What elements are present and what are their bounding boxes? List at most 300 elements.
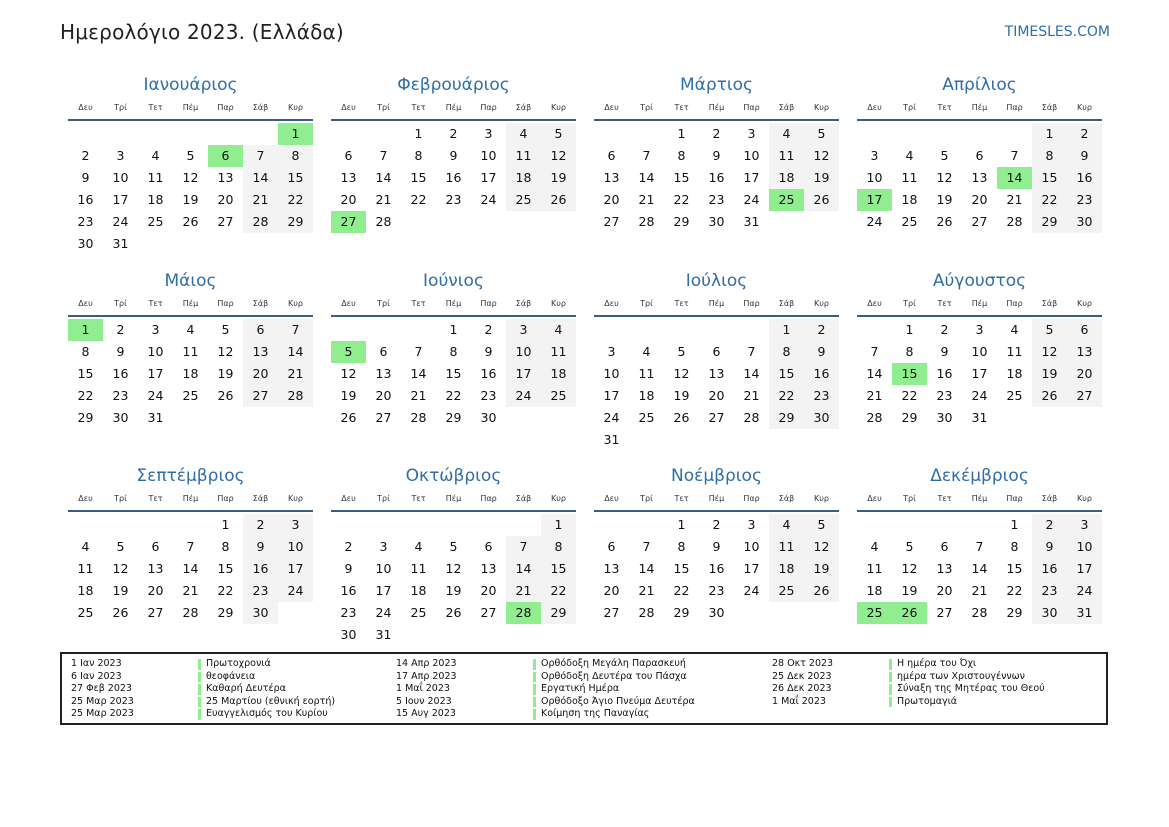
day-cell: 16 (445, 170, 462, 185)
day-cell: 29 (77, 410, 94, 425)
holiday-date: 28 Οκτ 2023 (772, 658, 834, 669)
day-cell: 27 (603, 214, 620, 229)
holiday-marker (533, 672, 536, 683)
day-cell: 10 (480, 148, 497, 163)
day-cell: 21 (243, 189, 278, 211)
holiday-legend (60, 652, 1108, 725)
holiday-date: 15 Αυγ 2023 (396, 708, 456, 720)
day-cell: 28 (243, 211, 278, 233)
days-grid (857, 123, 1102, 233)
day-cell: 13 (708, 366, 725, 381)
weekday-label: Σάβ (1041, 103, 1058, 112)
day-cell: 19 (901, 583, 918, 598)
empty-cell (629, 123, 664, 145)
day-cell: 1 (541, 514, 576, 536)
weekday-label: Πέμ (445, 103, 462, 112)
month-name: Μάρτιος (679, 75, 754, 95)
day-cell: 15 (673, 170, 690, 185)
weekday-label: Παρ (743, 299, 760, 308)
day-cell: 14 (866, 366, 883, 381)
day-cell: 30 (804, 407, 839, 429)
day-cell: 8 (677, 148, 686, 163)
empty-cell (892, 514, 927, 536)
day-cell: 4 (81, 539, 90, 554)
day-cell: 5 (677, 344, 686, 359)
days-grid (331, 319, 576, 429)
days-grid (594, 514, 839, 624)
day-cell: 27 (243, 385, 278, 407)
weekday-label: Δευ (78, 299, 93, 308)
weekday-label: Κυρ (814, 103, 829, 112)
day-cell: 19 (804, 558, 839, 580)
holiday-day-cell: 6 (208, 145, 243, 167)
day-cell: 15 (410, 170, 427, 185)
day-cell: 6 (151, 539, 160, 554)
day-cell: 6 (344, 148, 353, 163)
day-cell: 29 (445, 410, 462, 425)
day-cell: 31 (112, 236, 129, 251)
weekday-header (857, 97, 1102, 121)
day-cell: 12 (804, 145, 839, 167)
weekday-label: Δευ (867, 299, 882, 308)
day-cell: 15 (445, 366, 462, 381)
holiday-date: 1 Μαΐ 2023 (772, 695, 826, 707)
day-cell: 31 (743, 214, 760, 229)
day-cell: 11 (77, 561, 94, 576)
day-cell: 13 (375, 366, 392, 381)
day-cell: 6 (607, 539, 616, 554)
day-cell: 7 (870, 344, 879, 359)
day-cell: 10 (1067, 536, 1102, 558)
weekday-header (594, 293, 839, 317)
weekday-label: Τετ (411, 299, 426, 308)
month-name: Ιανουάριος (143, 75, 238, 95)
holiday-day-cell: 14 (997, 167, 1032, 189)
day-cell: 17 (506, 363, 541, 385)
weekday-label: Κυρ (288, 103, 303, 112)
holiday-date: 27 Φεβ 2023 (71, 683, 132, 695)
weekday-label: Πέμ (971, 299, 988, 308)
holiday-marker (198, 697, 201, 708)
day-cell: 26 (445, 605, 462, 620)
weekday-label: Τετ (937, 103, 952, 112)
day-cell: 25 (638, 410, 655, 425)
day-cell: 17 (971, 366, 988, 381)
empty-cell (68, 514, 103, 536)
weekday-label: Δευ (604, 299, 619, 308)
empty-cell (629, 319, 664, 341)
weekday-label: Δευ (78, 494, 93, 503)
day-cell: 7 (642, 148, 651, 163)
day-cell: 18 (77, 583, 94, 598)
day-cell: 23 (936, 388, 953, 403)
holiday-date: 5 Ιουν 2023 (396, 695, 452, 707)
day-cell: 9 (712, 148, 721, 163)
day-cell: 22 (901, 388, 918, 403)
empty-cell (699, 319, 734, 341)
day-cell: 1 (449, 322, 458, 337)
day-cell: 23 (1032, 580, 1067, 602)
holiday-day-cell: 1 (68, 319, 103, 341)
day-cell: 2 (449, 126, 458, 141)
day-cell: 12 (541, 145, 576, 167)
weekday-label: Παρ (217, 103, 234, 112)
month-name: Σεπτέμβριος (136, 466, 245, 486)
day-cell: 17 (278, 558, 313, 580)
day-cell: 19 (340, 388, 357, 403)
day-cell: 27 (603, 605, 620, 620)
day-cell: 22 (1006, 583, 1023, 598)
day-cell: 25 (541, 385, 576, 407)
holiday-day-cell: 28 (506, 602, 541, 624)
weekday-label: Πέμ (971, 103, 988, 112)
weekday-label: Τρί (640, 494, 653, 503)
day-cell: 23 (708, 583, 725, 598)
day-cell: 15 (278, 167, 313, 189)
day-cell: 2 (1032, 514, 1067, 536)
holiday-marker (533, 684, 536, 695)
day-cell: 31 (375, 627, 392, 642)
empty-cell (892, 123, 927, 145)
day-cell: 29 (673, 605, 690, 620)
day-cell: 24 (743, 583, 760, 598)
day-cell: 27 (1067, 385, 1102, 407)
day-cell: 27 (936, 605, 953, 620)
day-cell: 15 (673, 561, 690, 576)
day-cell: 9 (81, 170, 90, 185)
day-cell: 13 (340, 170, 357, 185)
weekday-label: Σάβ (252, 299, 269, 308)
weekday-label: Τετ (937, 494, 952, 503)
day-cell: 8 (81, 344, 90, 359)
weekday-label: Σάβ (778, 299, 795, 308)
empty-cell (103, 123, 138, 145)
day-cell: 13 (480, 561, 497, 576)
day-cell: 12 (445, 561, 462, 576)
day-cell: 27 (147, 605, 164, 620)
empty-cell (962, 514, 997, 536)
day-cell: 20 (936, 583, 953, 598)
day-cell: 22 (769, 385, 804, 407)
day-cell: 6 (243, 319, 278, 341)
holiday-marker (889, 672, 892, 683)
day-cell: 5 (449, 539, 458, 554)
day-cell: 30 (112, 410, 129, 425)
day-cell: 21 (278, 363, 313, 385)
weekday-label: Παρ (217, 299, 234, 308)
weekday-label: Δευ (341, 103, 356, 112)
day-cell: 16 (1067, 167, 1102, 189)
day-cell: 15 (541, 558, 576, 580)
day-cell: 13 (603, 170, 620, 185)
day-cell: 30 (480, 410, 497, 425)
day-cell: 11 (866, 561, 883, 576)
day-cell: 10 (743, 539, 760, 554)
day-cell: 6 (1067, 319, 1102, 341)
day-cell: 28 (375, 214, 392, 229)
day-cell: 13 (243, 341, 278, 363)
day-cell: 23 (708, 192, 725, 207)
day-cell: 10 (971, 344, 988, 359)
day-cell: 8 (1032, 145, 1067, 167)
day-cell: 22 (445, 388, 462, 403)
day-cell: 13 (936, 561, 953, 576)
month-calendar (331, 269, 576, 464)
day-cell: 12 (340, 366, 357, 381)
day-cell: 6 (940, 539, 949, 554)
day-cell: 25 (182, 388, 199, 403)
weekday-label: Κυρ (1077, 299, 1092, 308)
day-cell: 23 (340, 605, 357, 620)
weekday-label: Σάβ (778, 494, 795, 503)
weekday-label: Τετ (674, 494, 689, 503)
day-cell: 15 (77, 366, 94, 381)
holiday-name: Καθαρή Δευτέρα (206, 683, 286, 695)
day-cell: 18 (1006, 366, 1023, 381)
day-cell: 9 (712, 539, 721, 554)
day-cell: 8 (278, 145, 313, 167)
day-cell: 3 (975, 322, 984, 337)
day-cell: 1 (1010, 517, 1019, 532)
day-cell: 11 (769, 145, 804, 167)
empty-cell (506, 514, 541, 536)
day-cell: 3 (747, 517, 756, 532)
day-cell: 7 (642, 539, 651, 554)
day-cell: 30 (77, 236, 94, 251)
day-cell: 29 (1006, 605, 1023, 620)
weekday-header (68, 293, 313, 317)
weekday-label: Παρ (743, 494, 760, 503)
holiday-name: Πρωτοχρονιά (206, 658, 271, 669)
day-cell: 10 (866, 170, 883, 185)
day-cell: 29 (217, 605, 234, 620)
day-cell: 10 (147, 344, 164, 359)
day-cell: 23 (112, 388, 129, 403)
day-cell: 26 (182, 214, 199, 229)
day-cell: 20 (375, 388, 392, 403)
day-cell: 26 (340, 410, 357, 425)
day-cell: 20 (708, 388, 725, 403)
day-cell: 27 (217, 214, 234, 229)
day-cell: 18 (769, 558, 804, 580)
day-cell: 18 (410, 583, 427, 598)
day-cell: 18 (182, 366, 199, 381)
day-cell: 12 (804, 536, 839, 558)
empty-cell (629, 514, 664, 536)
day-cell: 4 (905, 148, 914, 163)
day-cell: 15 (1032, 167, 1067, 189)
page-title: Ημερολόγιο 2023. (Ελλάδα) (60, 20, 344, 44)
day-cell: 8 (677, 539, 686, 554)
day-cell: 8 (541, 536, 576, 558)
day-cell: 28 (866, 410, 883, 425)
day-cell: 29 (278, 211, 313, 233)
weekday-label: Παρ (1006, 299, 1023, 308)
day-cell: 20 (603, 583, 620, 598)
day-cell: 9 (1032, 536, 1067, 558)
day-cell: 7 (506, 536, 541, 558)
holiday-marker (533, 659, 536, 670)
day-cell: 6 (712, 344, 721, 359)
day-cell: 8 (1010, 539, 1019, 554)
day-cell: 28 (971, 605, 988, 620)
day-cell: 14 (743, 366, 760, 381)
holiday-date: 25 Μαρ 2023 (71, 708, 134, 720)
day-cell: 7 (243, 145, 278, 167)
day-cell: 20 (217, 192, 234, 207)
day-cell: 13 (1067, 341, 1102, 363)
day-cell: 20 (971, 192, 988, 207)
month-name: Απρίλιος (942, 75, 1017, 95)
days-grid (594, 123, 839, 233)
day-cell: 26 (936, 214, 953, 229)
weekday-label: Τρί (377, 494, 390, 503)
holiday-day-cell: 17 (857, 189, 892, 211)
month-name: Οκτώβριος (405, 466, 502, 486)
day-cell: 9 (940, 344, 949, 359)
empty-cell (436, 514, 471, 536)
day-cell: 24 (743, 192, 760, 207)
weekday-label: Τετ (937, 299, 952, 308)
day-cell: 19 (217, 366, 234, 381)
day-cell: 11 (638, 366, 655, 381)
day-cell: 9 (243, 536, 278, 558)
day-cell: 16 (112, 366, 129, 381)
month-calendar (857, 73, 1102, 269)
weekday-label: Τετ (411, 494, 426, 503)
weekday-header (331, 97, 576, 121)
holiday-date: 25 Δεκ 2023 (772, 670, 832, 682)
weekday-label: Τρί (377, 299, 390, 308)
holiday-date: 26 Δεκ 2023 (772, 683, 832, 695)
day-cell: 25 (77, 605, 94, 620)
empty-cell (331, 319, 366, 341)
day-cell: 28 (410, 410, 427, 425)
day-cell: 31 (147, 410, 164, 425)
day-cell: 28 (743, 410, 760, 425)
day-cell: 6 (484, 539, 493, 554)
day-cell: 7 (186, 539, 195, 554)
month-name: Φεβρουάριος (397, 75, 510, 95)
empty-cell (857, 514, 892, 536)
day-cell: 26 (673, 410, 690, 425)
day-cell: 29 (769, 407, 804, 429)
day-cell: 18 (541, 363, 576, 385)
day-cell: 1 (769, 319, 804, 341)
day-cell: 4 (186, 322, 195, 337)
holiday-date: 1 Μαΐ 2023 (396, 683, 450, 695)
empty-cell (734, 319, 769, 341)
day-cell: 8 (769, 341, 804, 363)
day-cell: 17 (112, 192, 129, 207)
brand-link[interactable]: TIMESLES.COM (1004, 24, 1110, 40)
day-cell: 22 (278, 189, 313, 211)
day-cell: 6 (975, 148, 984, 163)
day-cell: 8 (414, 148, 423, 163)
day-cell: 12 (901, 561, 918, 576)
weekday-label: Δευ (867, 103, 882, 112)
day-cell: 11 (506, 145, 541, 167)
day-cell: 18 (506, 167, 541, 189)
day-cell: 6 (379, 344, 388, 359)
day-cell: 24 (971, 388, 988, 403)
day-cell: 12 (1032, 341, 1067, 363)
day-cell: 14 (182, 561, 199, 576)
day-cell: 2 (243, 514, 278, 536)
month-calendar (68, 73, 313, 269)
day-cell: 22 (410, 192, 427, 207)
empty-cell (857, 123, 892, 145)
day-cell: 6 (607, 148, 616, 163)
month-calendar (68, 464, 313, 652)
day-cell: 16 (77, 192, 94, 207)
day-cell: 10 (743, 148, 760, 163)
day-cell: 16 (936, 366, 953, 381)
day-cell: 28 (638, 605, 655, 620)
weekday-label: Κυρ (814, 494, 829, 503)
weekday-label: Κυρ (1077, 494, 1092, 503)
day-cell: 14 (375, 170, 392, 185)
weekday-label: Τρί (903, 299, 916, 308)
weekday-label: Τετ (148, 299, 163, 308)
day-cell: 21 (182, 583, 199, 598)
holiday-date: 14 Απρ 2023 (396, 658, 457, 669)
day-cell: 12 (112, 561, 129, 576)
day-cell: 15 (769, 363, 804, 385)
day-cell: 9 (449, 148, 458, 163)
day-cell: 3 (151, 322, 160, 337)
day-cell: 4 (769, 514, 804, 536)
empty-cell (927, 514, 962, 536)
day-cell: 29 (541, 602, 576, 624)
day-cell: 25 (506, 189, 541, 211)
day-cell: 30 (243, 602, 278, 624)
day-cell: 15 (217, 561, 234, 576)
day-cell: 3 (484, 126, 493, 141)
day-cell: 1 (221, 517, 230, 532)
empty-cell (471, 514, 506, 536)
weekday-label: Πέμ (445, 299, 462, 308)
weekday-label: Τρί (640, 103, 653, 112)
day-cell: 17 (1067, 558, 1102, 580)
weekday-label: Δευ (604, 494, 619, 503)
day-cell: 2 (940, 322, 949, 337)
weekday-label: Κυρ (288, 494, 303, 503)
weekday-label: Παρ (480, 299, 497, 308)
day-cell: 29 (1032, 211, 1067, 233)
holiday-marker (533, 709, 536, 720)
day-cell: 29 (673, 214, 690, 229)
day-cell: 4 (541, 319, 576, 341)
weekday-header (857, 488, 1102, 512)
empty-cell (857, 319, 892, 341)
day-cell: 21 (971, 583, 988, 598)
day-cell: 24 (480, 192, 497, 207)
day-cell: 14 (506, 558, 541, 580)
day-cell: 16 (243, 558, 278, 580)
holiday-name: Σύναξη της Μητέρας του Θεού (897, 683, 1045, 695)
empty-cell (68, 123, 103, 145)
weekday-header (68, 488, 313, 512)
month-name: Νοέμβριος (671, 466, 762, 486)
weekday-header (594, 488, 839, 512)
weekday-label: Κυρ (814, 299, 829, 308)
day-cell: 27 (971, 214, 988, 229)
weekday-label: Σάβ (515, 299, 532, 308)
day-cell: 11 (769, 536, 804, 558)
weekday-label: Δευ (867, 494, 882, 503)
empty-cell (331, 514, 366, 536)
